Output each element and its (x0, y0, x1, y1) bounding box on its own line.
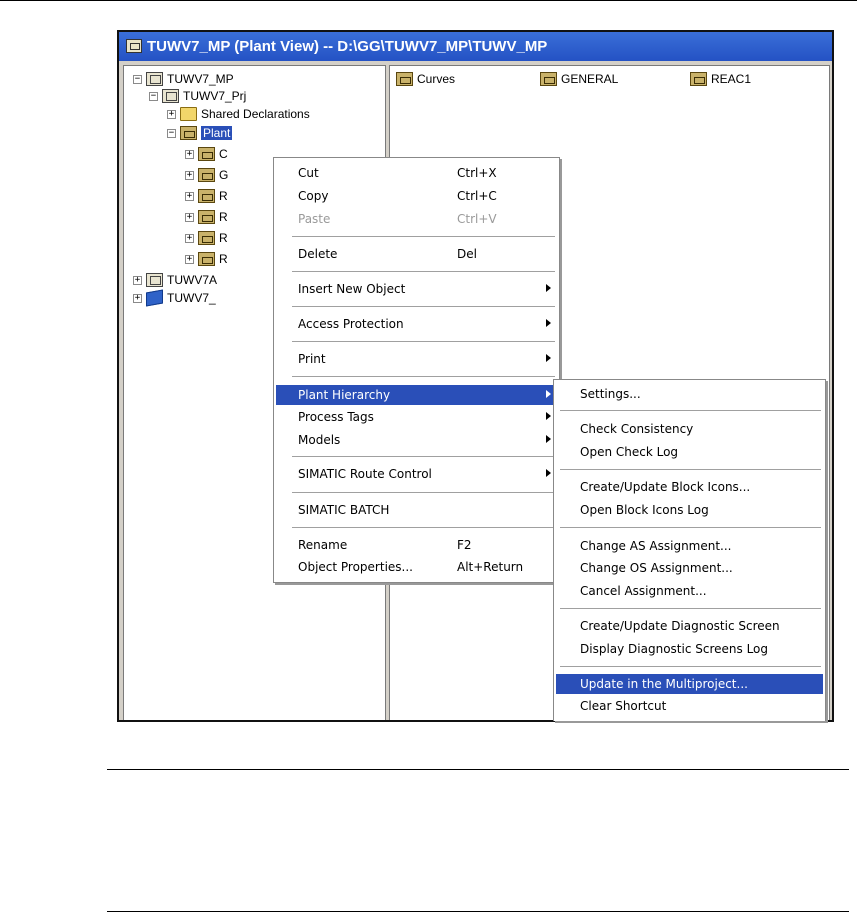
submenu-item-open-block-icons-log[interactable] (556, 500, 823, 520)
menu-label: Open Block Icons Log (580, 503, 709, 517)
submenu-item-change-as[interactable] (556, 536, 823, 556)
collapse-icon[interactable]: − (150, 90, 157, 101)
menu-separator (560, 410, 821, 411)
menu-shortcut: F2 (457, 538, 472, 552)
menu-label: Insert New Object (298, 282, 406, 296)
menu-shortcut: Ctrl+X (457, 166, 497, 180)
expand-icon[interactable]: + (186, 253, 193, 264)
content-item[interactable] (540, 72, 618, 86)
plant-folder-icon (690, 72, 707, 86)
tree-label: TUWV7_ (167, 291, 216, 305)
submenu-arrow-icon (546, 284, 551, 292)
menu-item-models[interactable] (276, 430, 557, 450)
expand-icon[interactable]: + (186, 148, 193, 159)
menu-label: SIMATIC Route Control (298, 467, 432, 481)
menu-separator (292, 271, 555, 272)
menu-shortcut: Ctrl+V (457, 212, 497, 226)
context-menu (273, 157, 560, 583)
folder-icon (180, 107, 197, 121)
submenu-arrow-icon (546, 390, 551, 398)
tree-item-child[interactable] (185, 145, 228, 163)
menu-item-route-control[interactable] (276, 464, 557, 484)
bottom-rule (107, 911, 849, 912)
menu-label: Update in the Multiproject... (580, 677, 748, 691)
expand-icon[interactable]: + (186, 190, 193, 201)
content-label: REAC1 (711, 72, 752, 86)
menu-item-process-tags[interactable] (276, 407, 557, 427)
tree-label: Shared Declarations (201, 107, 310, 121)
menu-label: Change AS Assignment... (580, 539, 732, 553)
menu-separator (292, 376, 555, 377)
menu-separator (292, 236, 555, 237)
menu-label: Display Diagnostic Screens Log (580, 642, 768, 656)
submenu-item-create-diagnostic-screen[interactable] (556, 616, 823, 636)
menu-separator (560, 527, 821, 528)
menu-label: SIMATIC BATCH (298, 503, 390, 517)
menu-separator (292, 341, 555, 342)
plant-folder-icon (198, 168, 215, 182)
expand-icon[interactable]: + (186, 211, 193, 222)
menu-label: Access Protection (298, 317, 404, 331)
menu-item-paste[interactable] (276, 209, 557, 229)
project-icon (162, 89, 179, 103)
tree-label: R (219, 252, 228, 266)
tree-label: R (219, 189, 228, 203)
plant-folder-icon (198, 147, 215, 161)
expand-icon[interactable]: + (134, 274, 141, 285)
submenu-item-update-multiproject[interactable] (556, 674, 823, 694)
plant-folder-icon (180, 126, 197, 140)
menu-label: Check Consistency (580, 422, 694, 436)
menu-label: Cancel Assignment... (580, 584, 707, 598)
plant-folder-icon (198, 252, 215, 266)
expand-icon[interactable]: + (134, 292, 141, 303)
menu-label: Print (298, 352, 326, 366)
plant-folder-icon (198, 189, 215, 203)
plant-hierarchy-submenu (553, 379, 826, 721)
tree-label-selected: Plant (203, 126, 231, 140)
project-icon (146, 273, 163, 287)
plant-folder-icon (540, 72, 557, 86)
content-item[interactable] (690, 72, 751, 86)
expand-icon[interactable]: + (186, 169, 193, 180)
menu-shortcut: Alt+Return (457, 560, 524, 574)
menu-shortcut: Ctrl+C (457, 189, 497, 203)
submenu-item-cancel-assignment[interactable] (556, 581, 823, 601)
submenu-arrow-icon (546, 319, 551, 327)
menu-label: Rename (298, 538, 348, 552)
window-titlebar[interactable] (119, 32, 832, 61)
tree-item-child[interactable] (185, 250, 228, 268)
submenu-item-open-check-log[interactable] (556, 442, 823, 462)
menu-separator (292, 492, 555, 493)
menu-separator (560, 469, 821, 470)
expand-icon[interactable]: + (186, 232, 193, 243)
submenu-arrow-icon (546, 412, 551, 420)
collapse-icon[interactable]: − (168, 127, 175, 138)
menu-shortcut: Del (457, 247, 477, 261)
menu-item-rename[interactable] (276, 535, 557, 555)
plant-folder-icon (396, 72, 413, 86)
expand-icon[interactable]: + (168, 108, 175, 119)
menu-label: Models (298, 433, 341, 447)
menu-separator (292, 527, 555, 528)
tree-item-child[interactable] (185, 187, 228, 205)
tree-item-shared[interactable] (167, 105, 310, 123)
content-label: GENERAL (561, 72, 619, 86)
menu-label: Delete (298, 247, 338, 261)
content-label: Curves (417, 72, 456, 86)
tree-item-child[interactable] (185, 229, 228, 247)
menu-item-insert-new-object[interactable] (276, 279, 557, 299)
menu-item-access-protection[interactable] (276, 314, 557, 334)
menu-item-object-properties[interactable] (276, 557, 557, 577)
tree-item-root[interactable] (133, 70, 234, 88)
submenu-arrow-icon (546, 354, 551, 362)
menu-item-plant-hierarchy[interactable] (276, 385, 557, 405)
menu-label: Paste (298, 212, 331, 226)
plant-folder-icon (198, 231, 215, 245)
menu-label: Object Properties... (298, 560, 413, 574)
tree-label: TUWV7_MP (167, 72, 234, 86)
menu-label: Clear Shortcut (580, 699, 667, 713)
submenu-item-check-consistency[interactable] (556, 419, 823, 439)
menu-item-simatic-batch[interactable] (276, 500, 557, 520)
tree-item-sibling[interactable] (133, 271, 217, 289)
menu-item-cut[interactable] (276, 163, 557, 183)
plant-folder-icon (198, 210, 215, 224)
tree-label: TUWV7A (167, 273, 218, 287)
submenu-item-clear-shortcut[interactable] (556, 696, 823, 716)
submenu-item-settings[interactable] (556, 384, 823, 404)
window-title: TUWV7_MP (Plant View) -- D:\GG\TUWV7_MP\TUWV_MP (147, 38, 548, 55)
tree-item-child[interactable] (185, 208, 228, 226)
tree-label: TUWV7_Prj (183, 89, 247, 103)
menu-label: Plant Hierarchy (298, 388, 391, 402)
middle-rule (107, 769, 849, 770)
menu-label: Copy (298, 189, 329, 203)
menu-item-copy[interactable] (276, 186, 557, 206)
menu-separator (560, 608, 821, 609)
top-rule (0, 0, 857, 1)
menu-label: Open Check Log (580, 445, 679, 459)
multiproject-icon (146, 72, 163, 86)
tree-item-plant[interactable] (167, 124, 232, 142)
submenu-arrow-icon (546, 435, 551, 443)
tree-item-child[interactable] (185, 166, 228, 184)
menu-label: Create/Update Diagnostic Screen (580, 619, 780, 633)
menu-item-print[interactable] (276, 349, 557, 369)
menu-label: Cut (298, 166, 319, 180)
tree-label: G (219, 168, 229, 182)
menu-separator (292, 456, 555, 457)
tree-item-library[interactable] (133, 289, 216, 307)
menu-separator (560, 666, 821, 667)
submenu-arrow-icon (546, 469, 551, 477)
menu-item-delete[interactable] (276, 244, 557, 264)
collapse-icon[interactable]: − (134, 73, 141, 84)
tree-label: R (219, 210, 228, 224)
tree-item-prj[interactable] (149, 87, 246, 105)
menu-label: Settings... (580, 387, 641, 401)
submenu-item-change-os[interactable] (556, 558, 823, 578)
content-item[interactable] (396, 72, 455, 86)
menu-label: Change OS Assignment... (580, 561, 733, 575)
library-icon (146, 290, 163, 307)
submenu-item-create-block-icons[interactable] (556, 477, 823, 497)
menu-separator (292, 306, 555, 307)
menu-label: Create/Update Block Icons... (580, 480, 751, 494)
tree-label: C (219, 147, 228, 161)
submenu-item-display-diagnostic-log[interactable] (556, 639, 823, 659)
menu-label: Process Tags (298, 410, 374, 424)
project-window-icon (126, 39, 142, 53)
tree-label: R (219, 231, 228, 245)
